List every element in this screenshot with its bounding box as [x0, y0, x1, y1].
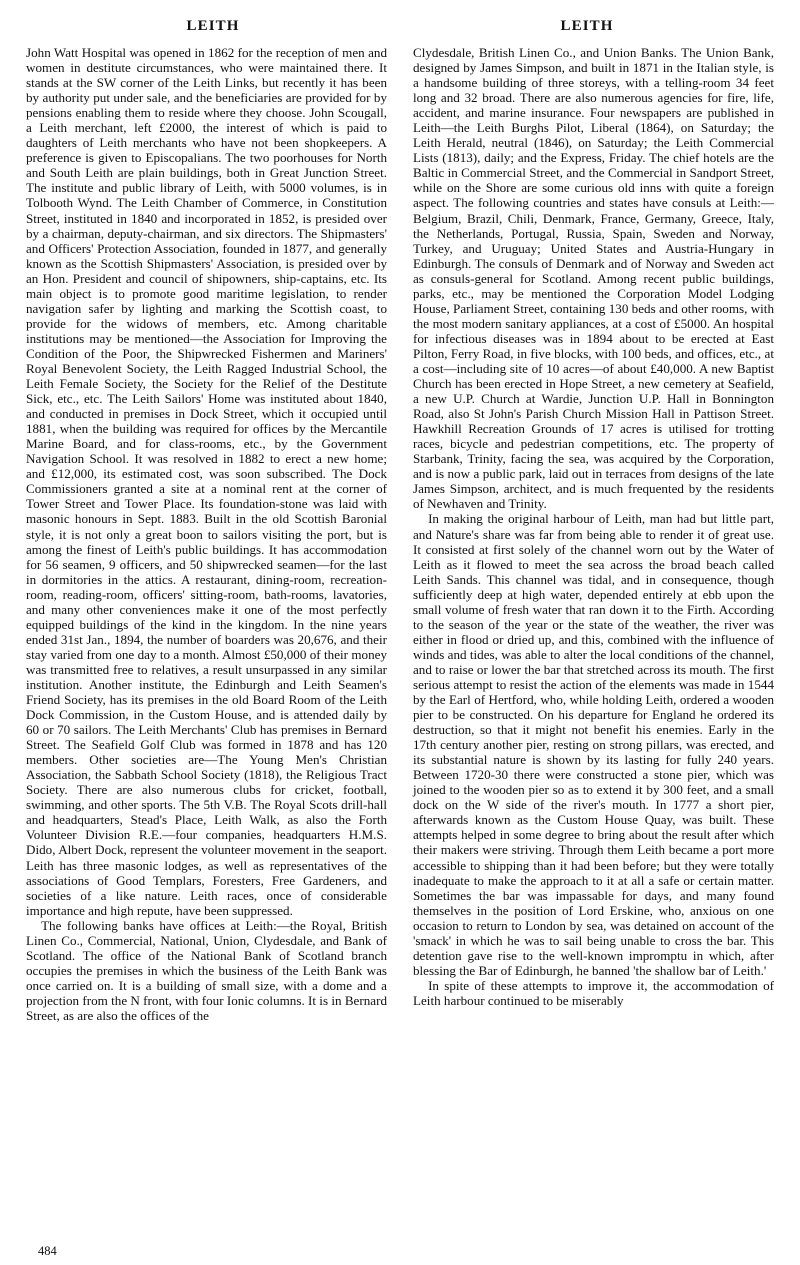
text-columns — [26, 45, 774, 1023]
paragraph: In spite of these attempts to improve it, the accommodation of Leith harbour continued to be miserably — [413, 977, 774, 1008]
paragraph: The following banks have offices at Leith:—the Royal, British Linen Co., Commercial, National, Union, Clydesdale, and Bank of Scotland. The office of the National Bank of Scotland branch occupies the premises in which the business of the Leith Bank was once carried on. It is a building of small size, with a dome and a projection from the N front, with four Ionic columns. It is in Bernard Street, as are also the offices of the — [26, 917, 387, 1023]
page-number: 484 — [38, 1244, 57, 1258]
paragraph: Clydesdale, British Linen Co., and Union Banks. The Union Bank, designed by James Simpson, and built in 1871 in the Italian style, is a handsome building of three storeys, with a telling-room 34 feet long and 32 broad. There are also numerous agencies for fire, life, accident, and marine insurance. Four newspapers are published in Leith—the Leith Burghs Pilot, Liberal (1864), on Saturday; the Leith Herald, neutral (1846), on Saturday; the Leith Commercial Lists (1813), daily; and the Express, Friday. The chief hotels are the Baltic in Commercial Street, and the Commercial in Sandport Street, while on the Shore are some curious old inns with quite a foreign aspect. The following countries and states have consuls at Leith:—Belgium, Brazil, Chili, Denmark, France, Germany, Greece, Italy, the Netherlands, Portugal, Russia, Spain, Sweden and Norway, Turkey, and Uruguay; United States and Austria-Hungary in Edinburgh. The consuls of Denmark and of Norway and Sweden act as consuls-general for Scotland. Among recent public buildings, parks, etc., may be mentioned the Corporation Model Lodging House, Parliament Street, containing 130 beds and other rooms, with the most modern sanitary appliances, at a cost of £5000. An hospital for infectious diseases was in 1894 about to be erected at East Pilton, Ferry Road, in five blocks, with 100 beds, and offices, etc., at a cost—including site of 10 acres—of about £40,000. A new Baptist Church has been erected in Hope Street, a new cemetery at Seafield, a new U.P. Church at Wardie, Junction U.P. Hall in Bonnington Road, also St John's Parish Church Mission Hall in Pattison Street. Hawkhill Recreation Grounds of 17 acres is utilised for trotting races, bicycle and pedestrian competitions, etc. The property of Starbank, Trinity, facing the sea, was acquired by the Corporation, and is now a public park, laid out in terraces from designs of the late James Simpson, architect, and is much frequented by the residents of Newhaven and Trinity. — [413, 45, 774, 512]
running-heads — [26, 18, 774, 35]
running-head-right: LEITH — [560, 18, 614, 34]
right-column — [413, 45, 774, 1023]
paragraph: John Watt Hospital was opened in 1862 for the reception of men and women in destitute circumstances, who were maintained there. It stands at the SW corner of the Leith Links, but recently it has been by authority put under sale, and the beneficiaries are provided for by pensions enabling them to reside where they choose. John Scougall, a Leith merchant, left £2000, the interest of which is paid to daughters of Leith merchants who have not been shopkeepers. A preference is given to Episcopalians. The two poorhouses for North and South Leith are plain buildings, both in Great Junction Street. The institute and public library of Leith, with 5000 volumes, is in Tolbooth Wynd. The Leith Chamber of Commerce, in Constitution Street, instituted in 1840 and incorporated in 1852, is presided over by a chairman, deputy-chairman, and six directors. The Shipmasters' and Officers' Protection Association, founded in 1877, and generally known as the Scottish Shipmasters' Association, is presided over by an Hon. President and council of shipowners, ship-captains, etc. Its main object is to promote good maritime legislation, to render navigation safer by lighting and marking the Scottish coast, to provide for the widows of members, etc. Among charitable institutions may be mentioned—the Association for Improving the Condition of the Poor, the Shipwrecked Fishermen and Mariners' Royal Benevolent Society, the Leith Ragged Industrial School, the Leith Female Society, the Society for the Relief of the Destitute Sick, etc., etc. The Leith Sailors' Home was instituted about 1840, and conducted in premises in Dock Street, which it occupied until 1881, when the building was required for offices by the Mercantile Marine Board, and for class-rooms, etc., by the Government Navigation School. It was resolved in 1882 to erect a new home; and £12,000, its estimated cost, was soon subscribed. The Dock Commissioners granted a site at a nominal rent at the corner of Tower Street and Tower Place. Its foundation-stone was laid with masonic honours in Sept. 1883. Built in the old Scottish Baronial style, it is not only a great boon to sailors visiting the port, but is among the finest of Leith's public buildings. It has accommodation for 56 seamen, 9 officers, and 50 shipwrecked seamen—for the last in dormitories in the attics. A restaurant, dining-room, recreation-room, reading-room, officers' sitting-room, bath-rooms, lavatories, and many other conveniences make it one of the most perfectly equipped buildings of the kind in the kingdom. In the nine years ended 31st Jan., 1894, the number of boarders was 20,676, and their stay varied from one day to a month. Almost £50,000 of their money was transmitted free to relatives, a result unsurpassed in any similar institution. Another institute, the Edinburgh and Leith Seamen's Friend Society, has its premises in the old Board Room of the Leith Dock Commission, in the Custom House, and is attended daily by 60 or 70 sailors. The Leith Merchants' Club has premises in Bernard Street. The Seafield Golf Club was formed in 1878 and has 120 members. Other societies are—The Young Men's Christian Association, the Sabbath School Society (1818), the Religious Tract Society. There are also numerous clubs for cricket, football, swimming, and other sports. The 5th V.B. The Royal Scots drill-hall and headquarters, Stead's Place, Leith Walk, as also the Forth Volunteer Division R.E.—four companies, headquarters H.M.S. Dido, Albert Dock, represent the volunteer movement in the seaport. Leith has three masonic lodges, as well as representatives of the associations of Good Templars, Foresters, Free Gardeners, and societies of a like nature. Leith races, once of considerable importance and high repute, have been suppressed. — [26, 45, 387, 918]
left-column — [26, 45, 387, 1023]
running-head-left: LEITH — [186, 18, 240, 34]
paragraph: In making the original harbour of Leith, man had but little part, and Nature's share was far from being able to render it of great use. It consisted at first solely of the channel worn out by the Water of Leith as it flowed to meet the sea across the broad beach called Leith Sands. This channel was tidal, and in consequence, though sufficiently deep at high water, depended entirely at ebb upon the small volume of fresh water that ran down it to the Firth. According to the season of the year or the state of the weather, the river was either in flood or dried up, and this, combined with the influence of winds and tides, was able to alter the local conditions of the channel, and to raise or lower the bar that stretched across its mouth. The first serious attempt to resist the action of the elements was made in 1544 by the Earl of Hertford, who, while holding Leith, ordered a wooden pier to be constructed. On his departure for England he ordered its destruction, so that it might not benefit his enemies. Early in the 17th century another pier, resting on strong pillars, was erected, and its substantial nature is shown by its lasting for fully 240 years. Between 1720-30 there were constructed a stone pier, which was joined to the wooden pier so as to extend it by 300 feet, and a small dock on the W side of the river's mouth. In 1777 a short pier, afterwards known as the Custom House Quay, was built. These attempts helped in some degree to bring about the result after which their makers were striving. Through them Leith became a port more accessible to shipping than it had been before; but they were totally inadequate to make the approach to it at all a safe or certain matter. Sometimes the bar was impassable for days, and many found themselves in the position of Lord Erskine, who, anxious on one occasion to return to London by sea, was detained on account of the 'smack' in which he was to sail being unable to cross the bar. This detention gave rise to the well-known impromptu in which, after blessing the Bar of Edinburgh, he banned 'the shallow bar of Leith.' — [413, 511, 774, 978]
